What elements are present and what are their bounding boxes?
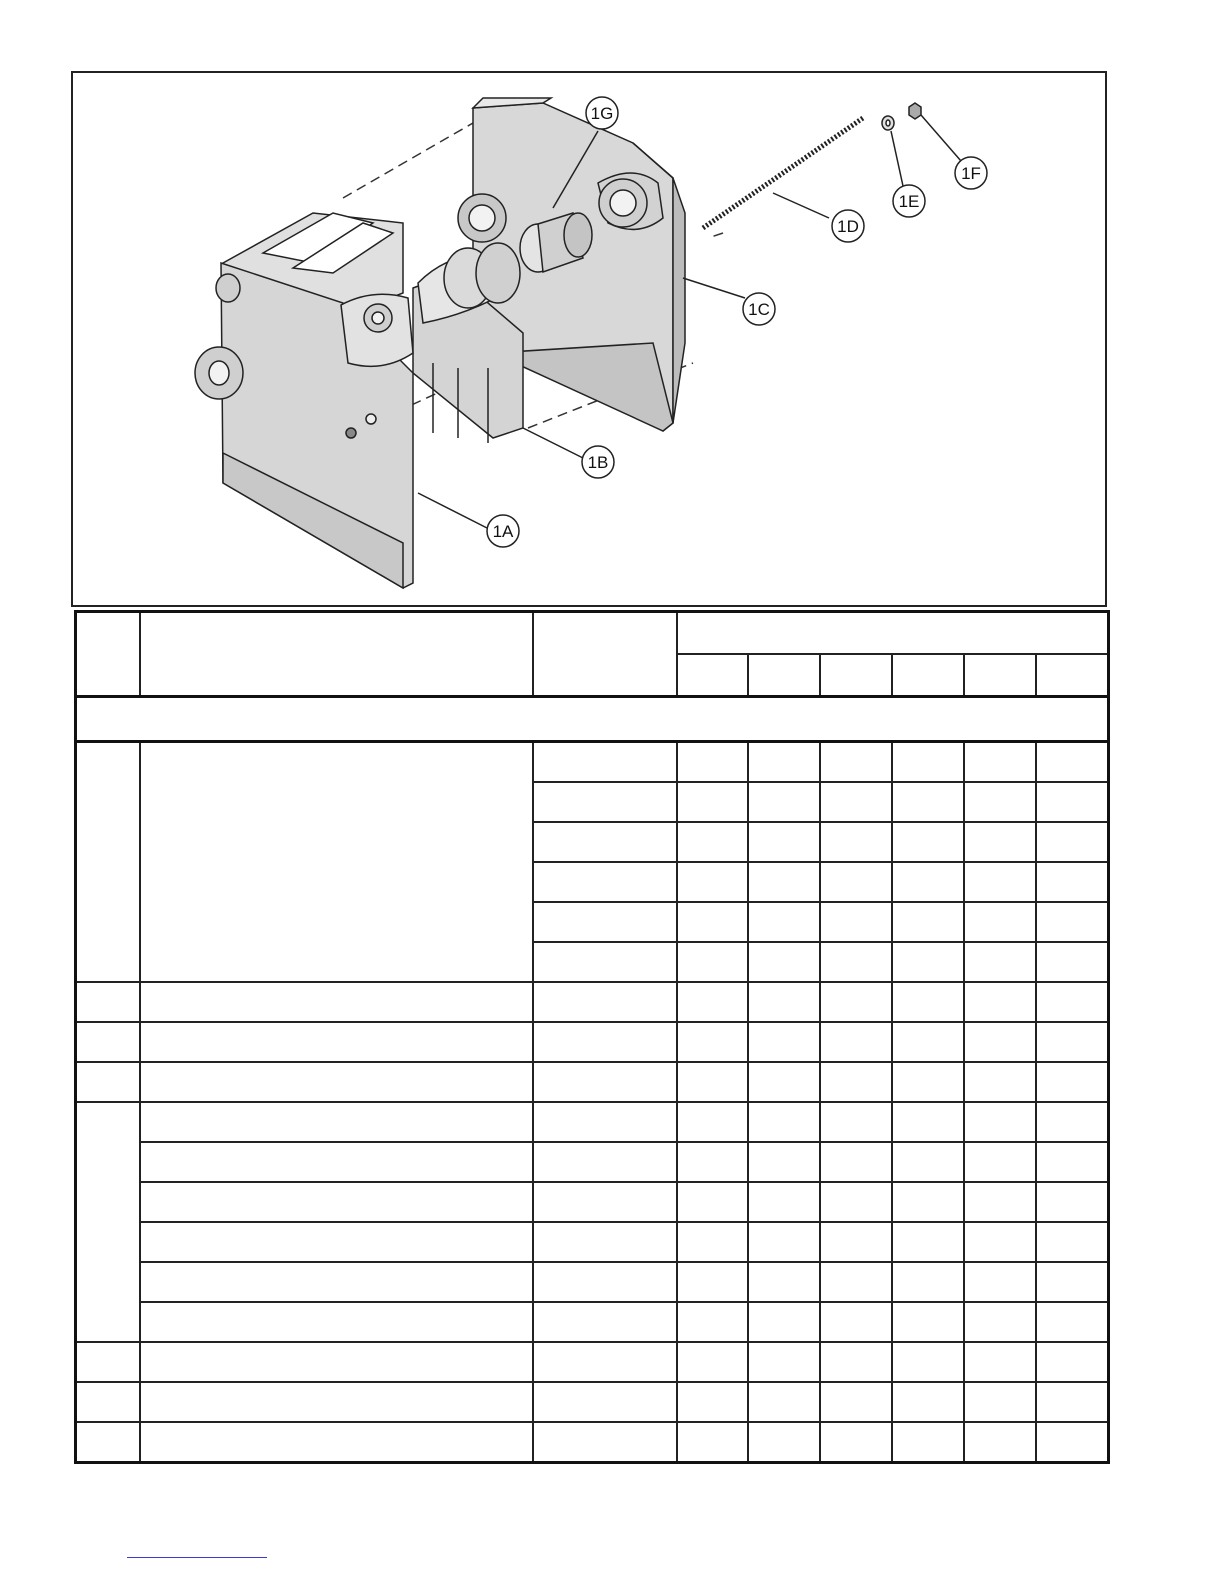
quantity-cell [820, 982, 892, 1022]
quantity-cell [892, 1342, 964, 1382]
item-cell [76, 1102, 140, 1342]
quantity-cell [820, 782, 892, 822]
quantity-cell [1036, 1182, 1109, 1222]
part-number-cell [533, 1422, 677, 1463]
quantity-cell [820, 1342, 892, 1382]
quantity-cell [748, 1382, 820, 1422]
part-number-cell [533, 1062, 677, 1102]
description-cell [140, 1062, 533, 1102]
quantity-cell [748, 1302, 820, 1342]
quantity-cell [820, 862, 892, 902]
quantity-cell [677, 1262, 748, 1302]
quantity-cell [964, 982, 1036, 1022]
item-cell [76, 1062, 140, 1102]
quantity-cell [1036, 1342, 1109, 1382]
quantity-cell [964, 1222, 1036, 1262]
description-cell [140, 1182, 533, 1222]
quantity-cell [892, 1302, 964, 1342]
parts-table [74, 610, 1110, 1464]
header-qty-col [892, 654, 964, 697]
header-row-1 [76, 612, 1109, 655]
svg-text:1D: 1D [837, 217, 859, 236]
part-number-cell [533, 1222, 677, 1262]
callout-1f [955, 157, 987, 189]
quantity-cell [892, 782, 964, 822]
quantity-cell [677, 1422, 748, 1463]
svg-text:1F: 1F [961, 164, 981, 183]
quantity-cell [677, 902, 748, 942]
quantity-cell [1036, 1102, 1109, 1142]
quantity-cell [677, 1142, 748, 1182]
header-qty-col [964, 654, 1036, 697]
quantity-cell [748, 1102, 820, 1142]
quantity-cell [964, 942, 1036, 982]
quantity-cell [964, 1342, 1036, 1382]
quantity-cell [677, 1382, 748, 1422]
quantity-cell [1036, 1062, 1109, 1102]
quantity-cell [892, 1222, 964, 1262]
quantity-cell [1036, 902, 1109, 942]
table-row [76, 1102, 1109, 1142]
quantity-cell [964, 1262, 1036, 1302]
header-quantity-group [677, 612, 1109, 655]
nut-part-1f [909, 103, 921, 119]
quantity-cell [820, 1102, 892, 1142]
quantity-cell [748, 1182, 820, 1222]
quantity-cell [748, 1422, 820, 1463]
quantity-cell [964, 742, 1036, 783]
quantity-cell [820, 742, 892, 783]
quantity-cell [964, 862, 1036, 902]
part-number-cell [533, 782, 677, 822]
frame-ear-1c [598, 173, 663, 229]
item-cell [76, 1022, 140, 1062]
quantity-cell [892, 822, 964, 862]
section-title-cell [76, 697, 1109, 742]
quantity-cell [677, 1302, 748, 1342]
quantity-cell [1036, 1262, 1109, 1302]
quantity-cell [964, 1422, 1036, 1463]
washer-part-1e [882, 116, 894, 130]
part-number-cell [533, 1382, 677, 1422]
table-row [76, 742, 1109, 783]
quantity-cell [748, 1062, 820, 1102]
quantity-cell [820, 1222, 892, 1262]
quantity-cell [964, 1382, 1036, 1422]
callout-1c [743, 293, 775, 325]
quantity-cell [892, 1182, 964, 1222]
table-row [76, 1182, 1109, 1222]
quantity-cell [892, 742, 964, 783]
svg-text:1A: 1A [492, 522, 514, 541]
quantity-cell [820, 942, 892, 982]
quantity-cell [820, 1382, 892, 1422]
description-cell [140, 1382, 533, 1422]
description-cell [140, 1022, 533, 1062]
quantity-cell [820, 1302, 892, 1342]
quantity-cell [748, 982, 820, 1022]
part-number-cell [533, 822, 677, 862]
quantity-cell [892, 1262, 964, 1302]
quantity-cell [892, 1382, 964, 1422]
quantity-cell [1036, 782, 1109, 822]
table-row [76, 1022, 1109, 1062]
part-number-cell [533, 1342, 677, 1382]
quantity-cell [964, 1142, 1036, 1182]
quantity-cell [677, 1342, 748, 1382]
section-row [76, 697, 1109, 742]
table-row [76, 1422, 1109, 1463]
table-row [76, 1382, 1109, 1422]
quantity-cell [892, 1062, 964, 1102]
quantity-cell [677, 1022, 748, 1062]
quantity-cell [748, 822, 820, 862]
description-cell [140, 1142, 533, 1182]
quantity-cell [748, 782, 820, 822]
quantity-cell [1036, 942, 1109, 982]
description-cell [140, 1262, 533, 1302]
description-cell [140, 1222, 533, 1262]
quantity-cell [1036, 982, 1109, 1022]
description-cell [140, 1302, 533, 1342]
rod-part-1d [703, 118, 863, 228]
quantity-cell [748, 862, 820, 902]
item-cell [76, 982, 140, 1022]
item-cell [76, 1422, 140, 1463]
quantity-cell [820, 1022, 892, 1062]
quantity-cell [1036, 742, 1109, 783]
quantity-cell [748, 1262, 820, 1302]
quantity-cell [748, 742, 820, 783]
part-number-cell [533, 1102, 677, 1142]
quantity-cell [677, 822, 748, 862]
header-description [140, 612, 533, 697]
quantity-cell [892, 1022, 964, 1062]
part-number-cell [533, 1022, 677, 1062]
quantity-cell [820, 1142, 892, 1182]
header-part-number [533, 612, 677, 697]
header-qty-col [677, 654, 748, 697]
quantity-cell [748, 942, 820, 982]
part-number-cell [533, 902, 677, 942]
footer-link-rule [127, 1557, 267, 1558]
item-cell [76, 1382, 140, 1422]
quantity-cell [964, 1182, 1036, 1222]
quantity-cell [820, 1182, 892, 1222]
description-cell [140, 1102, 533, 1142]
frame-part-1a [195, 263, 413, 588]
quantity-cell [1036, 1422, 1109, 1463]
quantity-cell [1036, 1022, 1109, 1062]
part-number-cell [533, 942, 677, 982]
quantity-cell [677, 862, 748, 902]
callout-1d [832, 210, 864, 242]
quantity-cell [677, 982, 748, 1022]
quantity-cell [964, 1102, 1036, 1142]
quantity-cell [1036, 1302, 1109, 1342]
assembly-drawing [73, 73, 1105, 605]
part-number-cell [533, 1142, 677, 1182]
header-qty-col [1036, 654, 1109, 697]
table-row [76, 1302, 1109, 1342]
quantity-cell [1036, 1142, 1109, 1182]
quantity-cell [964, 1022, 1036, 1062]
item-cell [76, 742, 140, 983]
quantity-cell [677, 742, 748, 783]
part-number-cell [533, 1182, 677, 1222]
description-cell [140, 1422, 533, 1463]
table-row [76, 1062, 1109, 1102]
callout-1g [586, 97, 618, 129]
callout-1e [893, 185, 925, 217]
table-body [76, 697, 1109, 1463]
header-qty-col [748, 654, 820, 697]
quantity-cell [820, 1422, 892, 1463]
description-cell [140, 742, 533, 983]
item-cell [76, 1342, 140, 1382]
quantity-cell [892, 1102, 964, 1142]
table-row [76, 982, 1109, 1022]
exploded-view-figure [71, 71, 1107, 607]
description-cell [140, 1342, 533, 1382]
quantity-cell [820, 902, 892, 942]
quantity-cell [748, 902, 820, 942]
quantity-cell [820, 1062, 892, 1102]
quantity-cell [748, 1342, 820, 1382]
quantity-cell [677, 1182, 748, 1222]
description-cell [140, 982, 533, 1022]
quantity-cell [1036, 1382, 1109, 1422]
quantity-cell [677, 942, 748, 982]
svg-text:1E: 1E [898, 192, 920, 211]
svg-text:1B: 1B [587, 453, 609, 472]
quantity-cell [964, 1062, 1036, 1102]
table-row [76, 1342, 1109, 1382]
quantity-cell [677, 782, 748, 822]
quantity-cell [964, 822, 1036, 862]
part-number-cell [533, 862, 677, 902]
quantity-cell [892, 942, 964, 982]
quantity-cell [1036, 822, 1109, 862]
quantity-cell [677, 1102, 748, 1142]
quantity-cell [892, 1142, 964, 1182]
part-number-cell [533, 1302, 677, 1342]
table-row [76, 1222, 1109, 1262]
header-qty-col [820, 654, 892, 697]
quantity-cell [748, 1142, 820, 1182]
header-item [76, 612, 140, 697]
table-row [76, 1142, 1109, 1182]
quantity-cell [820, 1262, 892, 1302]
quantity-cell [964, 1302, 1036, 1342]
quantity-cell [748, 1222, 820, 1262]
quantity-cell [892, 902, 964, 942]
table-row [76, 1262, 1109, 1302]
quantity-cell [677, 1222, 748, 1262]
quantity-cell [892, 982, 964, 1022]
part-number-cell [533, 982, 677, 1022]
quantity-cell [820, 822, 892, 862]
quantity-cell [677, 1062, 748, 1102]
svg-text:1G: 1G [590, 104, 614, 123]
quantity-cell [1036, 862, 1109, 902]
quantity-cell [748, 1022, 820, 1062]
quantity-cell [1036, 1222, 1109, 1262]
part-number-cell [533, 742, 677, 783]
quantity-cell [964, 782, 1036, 822]
part-number-cell [533, 1262, 677, 1302]
quantity-cell [892, 1422, 964, 1463]
quantity-cell [892, 862, 964, 902]
quantity-cell [964, 902, 1036, 942]
callout-1a [487, 515, 519, 547]
callout-1b [582, 446, 614, 478]
svg-text:1C: 1C [748, 300, 770, 319]
